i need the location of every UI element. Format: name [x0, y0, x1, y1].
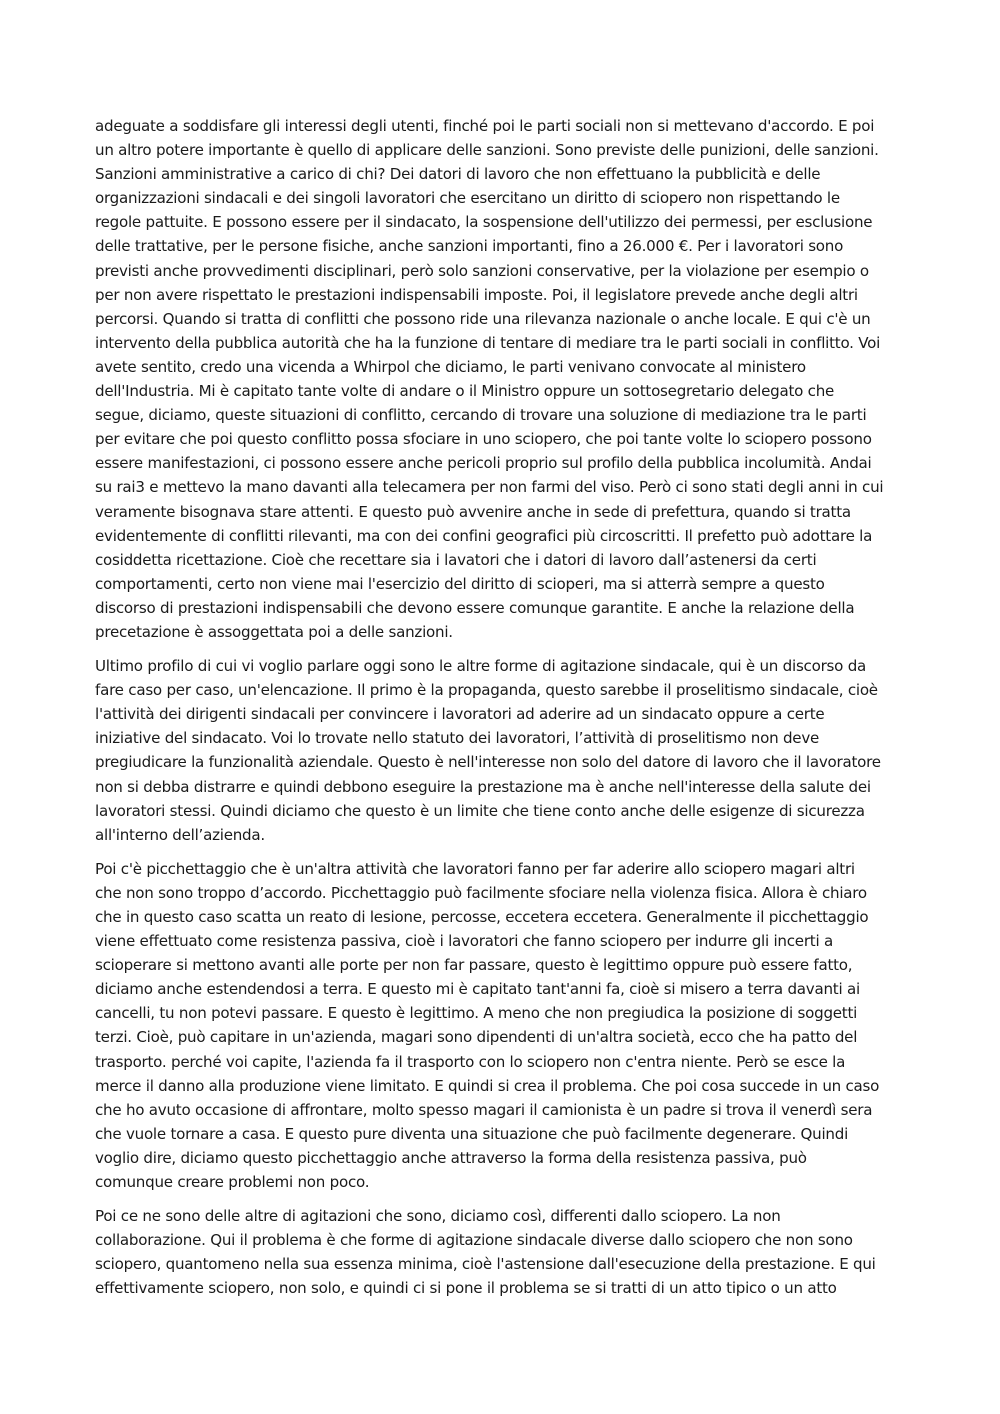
paragraph-non-collaborazione: Poi ce ne sono delle altre di agitazioni che sono, diciamo così, differenti dallo sciopero. La non collaborazione. Qui il problema è che forme di agitazione sindacale diverse dallo sciopero che non sono sciopero, quantomeno nella sua essenza minima, cioè l'astensione dall'esecuzione della prestazione. E qui effettivamente sciopero, non solo, e quindi ci si pone il problema se si tratti di un atto tipico o un atto [95, 1207, 876, 1298]
paragraph-propaganda: Ultimo profilo di cui vi voglio parlare oggi sono le altre forme di agitazione sindacale, qui è un discorso da fare caso per caso, un'elencazione. Il primo è la propaganda, questo sarebbe il proselitismo sindacale, cioè l'attività dei dirigenti sindacali per convincere i lavoratori ad aderire ad un sindacato oppure a certe iniziative del sindacato. Voi lo trovate nello statuto dei lavoratori, l’attività di proselitismo non deve pregiudicare la funzionalità aziendale. Questo è nell'interesse non solo del datore di lavoro che il lavoratore non si debba distrarre e quindi debbono eseguire la prestazione ma è anche nell'interesse della salute dei lavoratori stessi. Quindi diciamo che questo è un limite che tiene conto anche delle esigenze di sicurezza all'interno dell’azienda. [95, 657, 881, 844]
document-page [95, 114, 907, 1311]
paragraph-sanzioni: adeguate a soddisfare gli interessi degli utenti, finché poi le parti sociali non si mettevano d'accordo. E poi un altro potere importante è quello di applicare delle sanzioni. Sono previste delle punizioni, delle sanzioni. Sanzioni amministrative a carico di chi? Dei datori di lavoro che non effettuano la pubblicità e delle organizzazioni sindacali e dei singoli lavoratori che esercitano un diritto di sciopero non rispettando le regole pattuite. E possono essere per il sindacato, la sospensione dell'utilizzo dei permessi, per esclusione delle trattative, per le persone fisiche, anche sanzioni importanti, fino a 26.000 €. Per i lavoratori sono previsti anche provvedimenti disciplinari, però solo sanzioni conservative, per la violazione per esempio o per non avere rispettato le prestazioni indispensabili imposte. Poi, il legislatore prevede anche degli altri percorsi. Quando si tratta di conflitti che possono ride una rilevanza nazionale o anche locale. E qui c'è un intervento della pubblica autorità che ha la funzione di tentare di mediare tra le parti sociali in conflitto. Voi avete sentito, credo una vicenda a Whirpol che diciamo, le parti venivano convocate al ministero dell'Industria. Mi è capitato tante volte di andare o il Ministro oppure un sottosegretario delegato che segue, diciamo, queste situazioni di conflitto, cercando di trovare una soluzione di mediazione tra le parti per evitare che poi questo conflitto possa sfociare in uno sciopero, che poi tante volte lo sciopero possono essere manifestazioni, ci possono essere anche pericoli proprio sul profilo della pubblica incolumità. Andai su rai3 e mettevo la mano davanti alla telecamera per non farmi del viso. Però ci sono stati degli anni in cui veramente bisognava stare attenti. E questo può avvenire anche in sede di prefettura, quando si tratta evidentemente di conflitti rilevanti, ma con dei confini geografici più circoscritti. Il prefetto può adottare la cosiddetta ricettazione. Cioè che recettare sia i lavatori che i datori di lavoro dall’astenersi da certi comportamenti, certo non viene mai l'esercizio del diritto di scioperi, ma si atterrà sempre a questo discorso di prestazioni indispensabili che devono essere comunque garantite. E anche la relazione della precetazione è assoggettata poi a delle sanzioni. [95, 117, 884, 641]
paragraph-picchettaggio: Poi c'è picchettaggio che è un'altra attività che lavoratori fanno per far aderire allo sciopero magari altri che non sono troppo d’accordo. Picchettaggio può facilmente sfociare nella violenza fisica. Allora è chiaro che in questo caso scatta un reato di lesione, percosse, eccetera eccetera. Generalmente il picchettaggio viene effettuato come resistenza passiva, cioè i lavoratori che fanno sciopero per indurre gli incerti a scioperare si mettono avanti alle porte per non far passare, questo è legittimo oppure può essere fatto, diciamo anche estendendosi a terra. E questo mi è capitato tant'anni fa, cioè si misero a terra davanti ai cancelli, tu non potevi passare. E questo è legittimo. A meno che non pregiudica la posizione di soggetti terzi. Cioè, può capitare in un'azienda, magari sono dipendenti di un'altra società, ecco che ha patto del trasporto. perché voi capite, l'azienda fa il trasporto con lo sciopero non c'entra niente. Però se esce la merce il danno alla produzione viene limitato. E quindi si crea il problema. Che poi cosa succede in un caso che ho avuto occasione di affrontare, molto spesso magari il camionista è un padre si trova il venerdì sera che vuole tornare a casa. E questo pure diventa una situazione che può facilmente degenerare. Quindi voglio dire, diciamo questo picchettaggio anche attraverso la forma della resistenza passiva, può comunque creare problemi non poco. [95, 859, 880, 1192]
